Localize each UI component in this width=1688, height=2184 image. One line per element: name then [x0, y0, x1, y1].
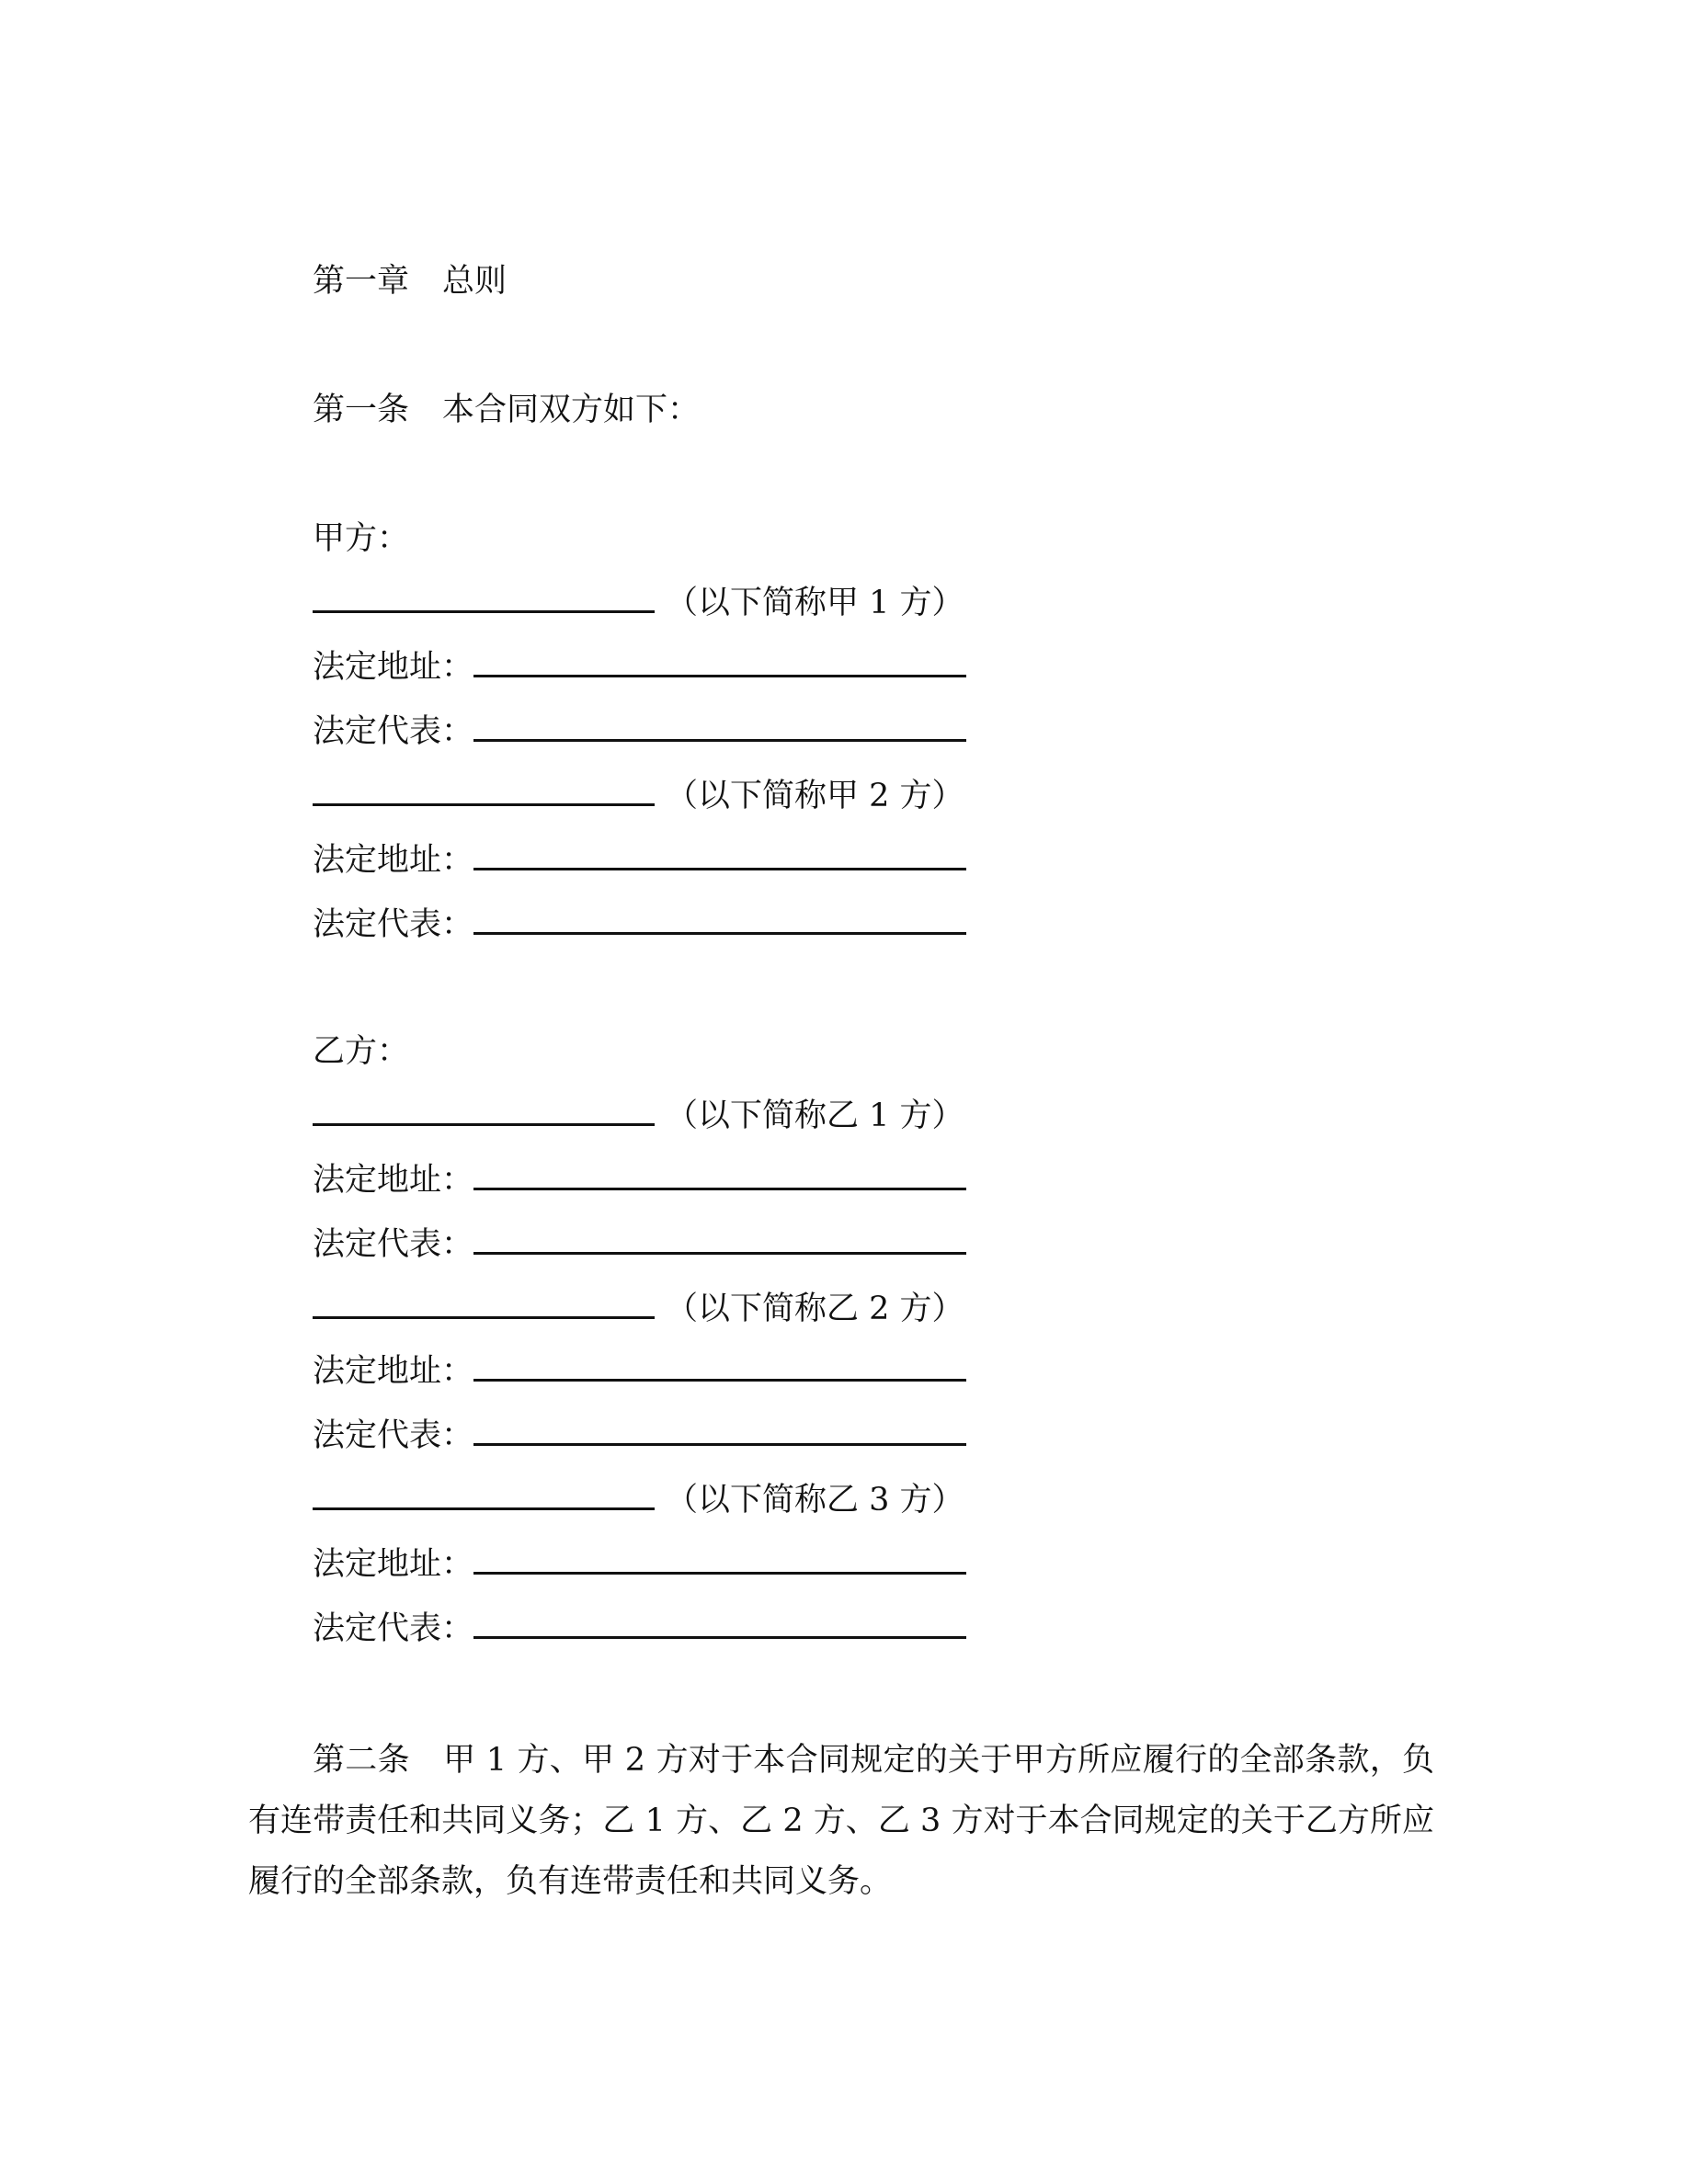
- party-a-2-address-blank: [473, 840, 966, 870]
- article-2-text: 甲 1 方、甲 2 方对于本合同规定的关于甲方所应履行的全部条款，负有连带责任和共同义务；乙 1 方、乙 2 方、乙 3 方对于本合同规定的关于乙方所应履行的全部条款，负有连带责任和共同义务。: [248, 1742, 1434, 1900]
- party-b-3-address-blank: [473, 1544, 966, 1575]
- party-b-2-address-label: 法定地址：: [313, 1353, 474, 1390]
- party-a-2-name-blank: [313, 776, 655, 806]
- party-b-2-alias: （以下简称乙 2 方）: [666, 1291, 964, 1327]
- party-b-1-address-label: 法定地址：: [313, 1162, 474, 1199]
- party-b-1-name-blank: [313, 1096, 655, 1126]
- party-a-1-alias: （以下简称甲 1 方）: [666, 585, 964, 621]
- party-a-1-address-label: 法定地址：: [313, 649, 474, 686]
- party-b-3-address-row: [313, 1542, 966, 1587]
- party-b-1-address-row: [313, 1158, 966, 1202]
- article-2-paragraph: [248, 1730, 1434, 1912]
- party-b-2-rep-row: [313, 1414, 966, 1458]
- party-b-1-alias: （以下简称乙 1 方）: [666, 1098, 964, 1134]
- party-a-2-rep-row: [313, 903, 966, 947]
- party-a-2-alias: （以下简称甲 2 方）: [666, 778, 964, 814]
- party-a-1-name-row: [313, 581, 964, 625]
- party-b-3-rep-blank: [473, 1609, 966, 1639]
- party-b-heading: 乙方：: [313, 1033, 410, 1070]
- party-a-2-name-row: [313, 774, 964, 818]
- party-a-2-address-label: 法定地址：: [313, 842, 474, 879]
- party-b-2-address-row: [313, 1349, 966, 1393]
- party-b-2-rep-blank: [473, 1416, 966, 1446]
- party-a-heading: 甲方：: [313, 520, 410, 557]
- article-1-text: 本合同双方如下：: [442, 392, 701, 428]
- party-b-1-name-row: [313, 1094, 964, 1138]
- party-a-2-address-row: [313, 838, 966, 882]
- party-b-2-name-blank: [313, 1289, 655, 1319]
- party-b-3-address-label: 法定地址：: [313, 1546, 474, 1583]
- party-b-2-name-row: [313, 1287, 964, 1331]
- party-a-1-rep-label: 法定代表：: [313, 713, 474, 750]
- chapter-number: 第一章: [313, 263, 410, 300]
- party-b-3-rep-label: 法定代表：: [313, 1610, 474, 1647]
- party-b-1-rep-blank: [473, 1224, 966, 1255]
- party-a-1-rep-blank: [473, 711, 966, 742]
- article-2-number: 第二条: [313, 1742, 410, 1779]
- party-b-3-name-blank: [313, 1480, 655, 1510]
- party-b-3-name-row: [313, 1478, 964, 1522]
- chapter-title: 总则: [442, 263, 508, 300]
- party-b-3-rep-row: [313, 1607, 966, 1651]
- party-a-1-rep-row: [313, 710, 966, 754]
- party-b-1-rep-label: 法定代表：: [313, 1226, 474, 1263]
- party-a-1-address-blank: [473, 647, 966, 677]
- party-a-1-name-blank: [313, 583, 655, 613]
- party-a-1-address-row: [313, 645, 966, 689]
- party-a-2-rep-label: 法定代表：: [313, 906, 474, 943]
- party-b-1-rep-row: [313, 1223, 966, 1267]
- chapter-heading: [313, 259, 507, 303]
- article-1-number: 第一条: [313, 392, 410, 428]
- party-b-2-rep-label: 法定代表：: [313, 1417, 474, 1454]
- party-a-2-rep-blank: [473, 904, 966, 935]
- party-b-2-address-blank: [473, 1351, 966, 1382]
- party-b-3-alias: （以下简称乙 3 方）: [666, 1482, 964, 1519]
- party-b-1-address-blank: [473, 1160, 966, 1190]
- article-1-heading: [313, 388, 700, 432]
